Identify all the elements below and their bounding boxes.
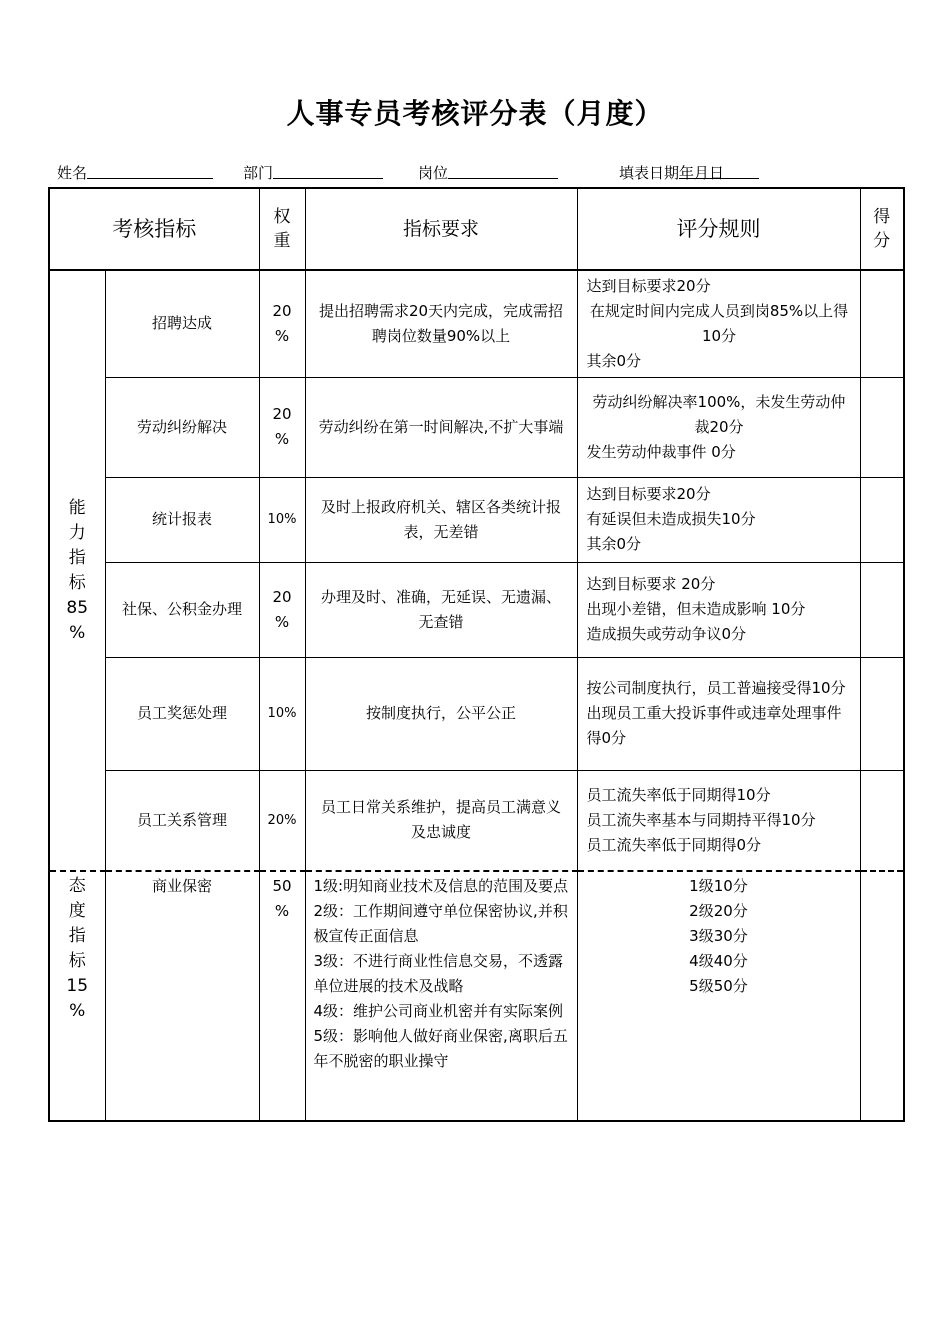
score-cell[interactable] — [860, 377, 904, 477]
ability-char: 85 — [66, 597, 89, 618]
weight-cell: 20% — [259, 770, 305, 871]
dept-blank[interactable] — [273, 162, 383, 179]
table-row — [49, 270, 904, 377]
rule-line: 劳动纠纷解决率100%，未发生劳动仲裁20分 — [592, 392, 846, 436]
rule-line: 其余0分 — [586, 351, 642, 370]
header-indicator: 考核指标 — [49, 188, 259, 270]
header-weight-char-1: 权 — [273, 207, 291, 227]
header-score-char-2: 分 — [873, 231, 891, 251]
weight-part: 20 — [272, 405, 292, 423]
ability-group-cell — [49, 270, 105, 871]
rule-line: 员工流失率低于同期得0分 — [586, 835, 762, 854]
rule-cell — [577, 657, 860, 770]
ability-char: 指 — [68, 547, 86, 568]
weight-cell — [259, 562, 305, 657]
day-label: 日 — [709, 164, 725, 182]
requirement-cell — [305, 871, 577, 1121]
rule-cell — [577, 770, 860, 871]
attitude-group-cell — [49, 871, 105, 1121]
rule-cell — [577, 377, 860, 477]
position-field[interactable] — [418, 162, 448, 183]
requirement-cell: 办理及时、准确，无延误、无遗漏、无查错 — [305, 562, 577, 657]
rule-cell — [577, 270, 860, 377]
indicator-name: 员工关系管理 — [105, 770, 259, 871]
score-cell[interactable] — [860, 562, 904, 657]
score-cell[interactable] — [860, 871, 904, 1121]
name-field[interactable] — [57, 162, 87, 183]
table-row — [49, 562, 904, 657]
assessment-table — [48, 187, 905, 1122]
attitude-char: % — [69, 1001, 86, 1021]
indicator-name: 劳动纠纷解决 — [105, 377, 259, 477]
header-weight-char-2: 重 — [273, 231, 291, 251]
info-line — [57, 162, 890, 186]
position-blank[interactable] — [448, 162, 558, 179]
rule-line: 2级20分 — [689, 902, 748, 920]
ability-char: 力 — [68, 522, 86, 543]
attitude-char: 指 — [68, 926, 86, 946]
requirement-cell: 员工日常关系维护，提高员工满意义及忠诚度 — [305, 770, 577, 871]
weight-cell: 10% — [259, 657, 305, 770]
ability-char: 标 — [68, 572, 86, 593]
rule-line: 员工流失率基本与同期持平得10分 — [586, 810, 816, 829]
score-cell[interactable] — [860, 657, 904, 770]
header-weight — [259, 188, 305, 270]
day-blank[interactable] — [709, 162, 759, 179]
ability-char: % — [69, 622, 86, 643]
attitude-char: 标 — [68, 951, 86, 971]
weight-cell — [259, 377, 305, 477]
date-label: 填表日期 — [619, 164, 680, 182]
rule-cell — [577, 562, 860, 657]
table-row — [49, 477, 904, 562]
weight-cell — [259, 270, 305, 377]
indicator-name: 商业保密 — [105, 871, 259, 1121]
header-requirement: 指标要求 — [305, 188, 577, 270]
position-label: 岗位 — [418, 164, 449, 182]
requirement-cell: 按制度执行，公平公正 — [305, 657, 577, 770]
table-row — [49, 657, 904, 770]
dept-label: 部门 — [243, 164, 274, 182]
attitude-row — [49, 871, 904, 1121]
month-label: 月 — [694, 164, 710, 182]
rule-line: 员工流失率低于同期得10分 — [586, 785, 771, 804]
date-field[interactable] — [619, 162, 724, 183]
rule-line: 3级30分 — [689, 927, 748, 945]
rule-line: 按公司制度执行，员工普遍接受得10分 — [586, 679, 846, 697]
indicator-name: 员工奖惩处理 — [105, 657, 259, 770]
rule-line: 1级10分 — [689, 877, 748, 895]
rule-line: 达到目标要求20分 — [586, 276, 711, 295]
weight-part: % — [274, 612, 290, 631]
rule-line: 达到目标要求 20分 — [586, 575, 716, 593]
rule-line: 出现小差错，但未造成影响 10分 — [586, 600, 806, 618]
indicator-name: 社保、公积金办理 — [105, 562, 259, 657]
requirement-level: 5级：影响他人做好商业保密,离职后五年不脱密的职业操守 — [313, 1027, 568, 1070]
requirement-level: 4级：维护公司商业机密并有实际案例 — [313, 1002, 564, 1020]
name-label: 姓名 — [57, 164, 88, 182]
rule-line: 其余0分 — [586, 535, 642, 553]
requirement-cell: 及时上报政府机关、辖区各类统计报表，无差错 — [305, 477, 577, 562]
rule-line: 发生劳动仲裁事件 0分 — [586, 442, 736, 461]
rule-line: 5级50分 — [689, 977, 748, 995]
ability-char: 能 — [68, 497, 86, 518]
weight-part: 20 — [272, 301, 292, 320]
weight-part: % — [274, 902, 290, 920]
header-score-char-1: 得 — [873, 207, 891, 227]
attitude-char: 度 — [68, 901, 86, 921]
rule-line: 有延误但未造成损失10分 — [586, 510, 756, 528]
header-score — [860, 188, 904, 270]
header-rule: 评分规则 — [577, 188, 860, 270]
rule-line: 出现员工重大投诉事件或违章处理事件得0分 — [586, 704, 842, 747]
header-row — [49, 188, 904, 270]
name-blank[interactable] — [87, 162, 213, 179]
weight-part: % — [274, 326, 290, 345]
requirement-level: 2级：工作期间遵守单位保密协议,并积极宣传正面信息 — [313, 902, 568, 945]
weight-part: 50 — [272, 877, 292, 895]
requirement-level: 1级:明知商业技术及信息的范围及要点 — [313, 877, 569, 895]
year-label: 年 — [679, 164, 695, 182]
rule-cell — [577, 477, 860, 562]
rule-cell — [577, 871, 860, 1121]
dept-field[interactable] — [243, 162, 273, 183]
weight-cell — [259, 871, 305, 1121]
score-cell[interactable] — [860, 270, 904, 377]
rule-line: 在规定时间内完成人员到岗85%以上得10分 — [589, 301, 849, 345]
score-cell[interactable] — [860, 477, 904, 562]
table-row — [49, 377, 904, 477]
table-row — [49, 770, 904, 871]
indicator-name: 招聘达成 — [105, 270, 259, 377]
weight-cell: 10% — [259, 477, 305, 562]
rule-line: 达到目标要求20分 — [586, 485, 711, 503]
weight-part: % — [274, 430, 290, 448]
attitude-char: 15 — [66, 976, 89, 996]
indicator-name: 统计报表 — [105, 477, 259, 562]
weight-part: 20 — [272, 587, 292, 606]
attitude-char: 态 — [68, 876, 86, 896]
rule-line: 4级40分 — [689, 952, 748, 970]
requirement-cell: 提出招聘需求20天内完成，完成需招聘岗位数量90%以上 — [305, 270, 577, 377]
rule-line: 造成损失或劳动争议0分 — [586, 625, 747, 643]
score-cell[interactable] — [860, 770, 904, 871]
requirement-level: 3级：不进行商业性信息交易，不透露单位进展的技术及战略 — [313, 952, 564, 995]
page-title: 人事专员考核评分表（月度） — [286, 97, 664, 130]
requirement-cell: 劳动纠纷在第一时间解决,不扩大事端 — [305, 377, 577, 477]
